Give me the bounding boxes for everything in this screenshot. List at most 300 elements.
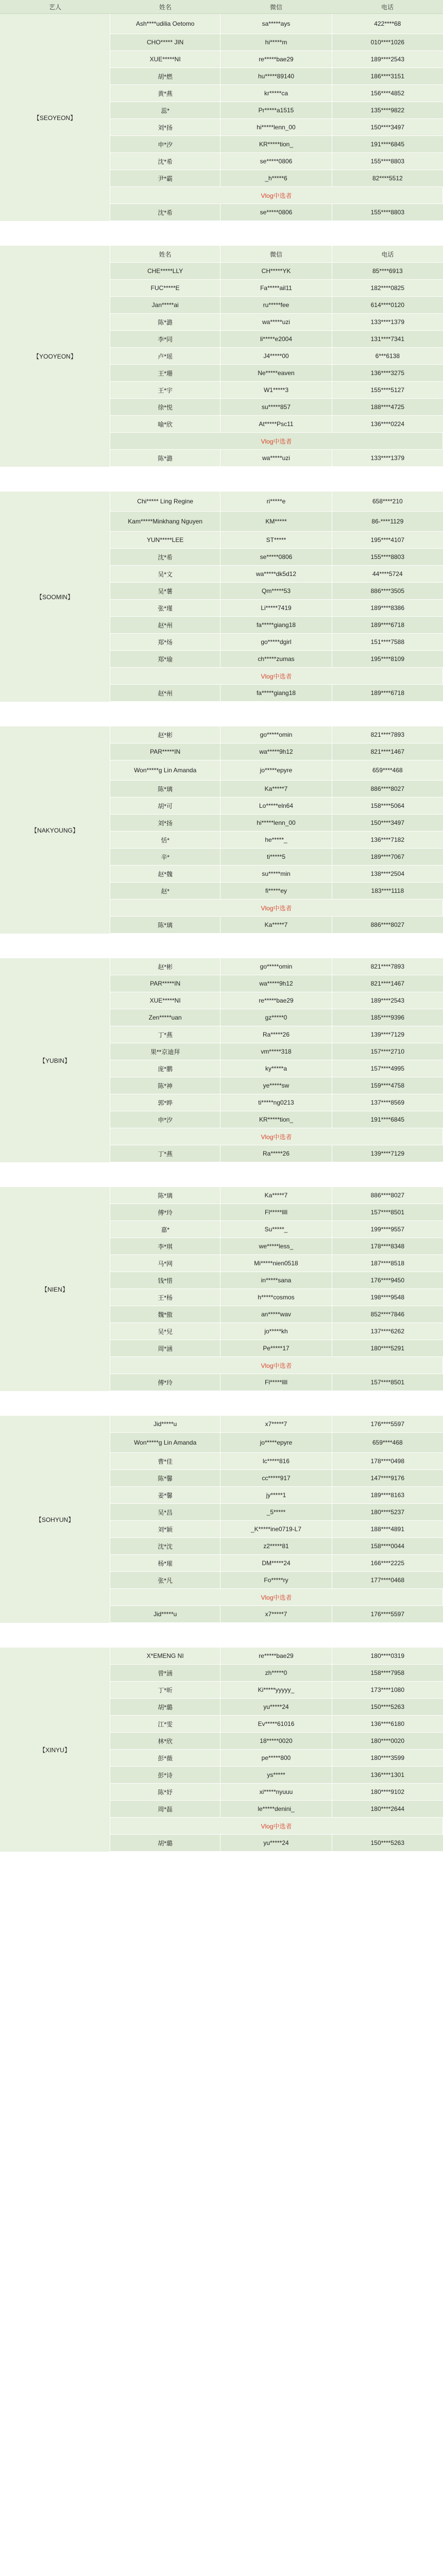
table-row [110,119,443,136]
section-gap [0,1162,443,1187]
phone-cell: 133****1379 [332,314,443,330]
name-cell: 沈*希 [110,153,220,170]
table-row [110,815,443,832]
name-cell: 王*杨 [110,1289,220,1306]
table-row [110,280,443,297]
name-cell: 陈*神 [110,1077,220,1094]
name-cell: 刘*扬 [110,815,220,831]
wechat-cell: jo*****epyre [220,760,332,780]
phone-cell: 199****9557 [332,1221,443,1238]
artist-group [0,1648,443,1852]
header-artist: 艺人 [48,3,61,11]
vlog-label: Vlog中选者 [110,668,443,684]
table-row [110,1187,443,1204]
phone-cell: 821****7893 [332,726,443,743]
table-row [110,1077,443,1094]
phone-cell: 155****8803 [332,549,443,565]
vlog-divider [110,1818,443,1835]
phone-cell: 178****0498 [332,1453,443,1469]
vlog-divider [110,668,443,685]
table-row [110,450,443,467]
wechat-cell: Ka*****7 [220,1187,332,1204]
vlog-divider [110,433,443,450]
table-row [110,136,443,153]
table-row [110,1555,443,1572]
section-gap [0,702,443,726]
phone-cell: 136****0224 [332,416,443,432]
name-cell: 黄*燕 [110,85,220,101]
name-cell: Chi***** Ling Regine [110,492,220,511]
table-row [110,832,443,849]
phone-cell: 136****1301 [332,1767,443,1783]
name-cell: 张*瑾 [110,600,220,616]
contact-rows [110,726,443,934]
wechat-cell: he*****_ [220,832,332,848]
wechat-cell: ky*****a [220,1060,332,1077]
phone-cell: 191****6845 [332,136,443,152]
wechat-cell: cc*****917 [220,1470,332,1486]
artist-name: 【YOOYEON】 [0,246,110,467]
wechat-cell: gz*****0 [220,1009,332,1026]
phone-cell: 659****468 [332,1433,443,1452]
table-row [110,866,443,883]
vlog-divider [110,1589,443,1606]
table-row [110,634,443,651]
name-cell: 魏*傲 [110,1306,220,1323]
wechat-cell: hi*****m [220,34,332,50]
table-row [110,549,443,566]
wechat-cell: ti*****5 [220,849,332,865]
wechat-cell: Ev*****61016 [220,1716,332,1732]
table-row [110,958,443,975]
wechat-cell: wa*****9h12 [220,975,332,992]
name-cell: 沈*希 [110,204,220,221]
phone-cell: 150****5263 [332,1835,443,1851]
contact-rows [110,1187,443,1391]
name-cell: 庞*鹏 [110,1060,220,1077]
phone-cell: 188****4891 [332,1521,443,1537]
header-wechat: 微信 [269,3,282,11]
table-row [110,532,443,549]
phone-cell: 86-****1129 [332,512,443,531]
header-name: 姓名 [159,3,172,11]
name-cell: 沈*沈 [110,1538,220,1554]
name-cell: 江*雯 [110,1716,220,1732]
wechat-cell: jo*****kh [220,1323,332,1340]
contact-rows [110,1416,443,1623]
wechat-cell: KR*****tion_ [220,1111,332,1128]
wechat-cell: Su*****_ [220,1221,332,1238]
name-cell: 沈*希 [110,549,220,565]
name-cell: 蕊* [110,102,220,118]
name-cell: 林*欣 [110,1733,220,1749]
phone-cell: 176****9450 [332,1272,443,1289]
phone-cell: 155****8803 [332,204,443,221]
wechat-cell: Ki*****yyyyy_ [220,1682,332,1698]
vlog-label: Vlog中选者 [110,900,443,916]
wechat-cell: fa*****giang18 [220,685,332,701]
wechat-cell: go*****dgirl [220,634,332,650]
phone-cell: 189****8163 [332,1487,443,1503]
phone-cell: 173****1080 [332,1682,443,1698]
table-row [110,85,443,102]
wechat-cell: kr*****ca [220,85,332,101]
artist-name: 【SOOMIN】 [0,492,110,702]
table-row [110,492,443,512]
table-row [110,246,443,263]
name-cell: XUE*****NI [110,51,220,67]
name-cell: 徐*悦 [110,399,220,415]
wechat-cell: _K*****ine0719-L7 [220,1521,332,1537]
artist-group [0,492,443,702]
wechat-cell: vm*****318 [220,1043,332,1060]
table-row [110,1433,443,1453]
wechat-cell: DM*****24 [220,1555,332,1571]
table-row [110,1306,443,1323]
table-row [110,798,443,815]
wechat-cell: se*****0806 [220,153,332,170]
wechat-cell: _h*****6 [220,170,332,187]
table-row [110,1416,443,1433]
wechat-cell: jo*****epyre [220,1433,332,1452]
name-cell: Kam*****Minkhang Nguyen [110,512,220,531]
table-row [110,1340,443,1357]
table-row [110,1289,443,1306]
name-cell: XUE*****NI [110,992,220,1009]
wechat-cell: 18*****0020 [220,1733,332,1749]
name-cell: 王*珊 [110,365,220,381]
wechat-cell: Ka*****7 [220,781,332,797]
wechat-cell: Fa*****ail11 [220,280,332,296]
wechat-cell: re*****bae29 [220,992,332,1009]
artist-group [0,246,443,467]
wechat-cell: le*****denini_ [220,1801,332,1817]
table-row [110,1648,443,1665]
contact-rows [110,14,443,221]
name-cell: CHE*****LLY [110,263,220,279]
phone-cell: 659****468 [332,760,443,780]
vlog-label: Vlog中选者 [110,433,443,449]
contact-rows [110,246,443,467]
wechat-cell: ch*****zumas [220,651,332,667]
phone-cell: 189****6718 [332,617,443,633]
table-row [110,297,443,314]
table-row [110,1204,443,1221]
phone-cell: 82****5512 [332,170,443,187]
phone-cell: 158****5064 [332,798,443,814]
wechat-cell: sa*****ays [220,14,332,33]
table-row [110,1504,443,1521]
name-cell: 傅*玲 [110,1204,220,1221]
name-cell: 赵*魏 [110,866,220,882]
phone-cell: 147****9176 [332,1470,443,1486]
wechat-cell: go*****omin [220,958,332,975]
phone-cell: 155****5127 [332,382,443,398]
phone-cell: 821****1467 [332,975,443,992]
table-row [110,348,443,365]
wechat-cell: ST***** [220,532,332,548]
wechat-cell: Fo*****ry [220,1572,332,1588]
table-row [110,600,443,617]
table-row [110,760,443,781]
table-row [110,1221,443,1238]
phone-cell: 133****1379 [332,450,443,466]
name-cell: 申*汐 [110,1111,220,1128]
phone-cell: 195****8109 [332,651,443,667]
phone-cell: 176****5597 [332,1606,443,1622]
name-cell: 张*凡 [110,1572,220,1588]
wechat-cell: hu*****89140 [220,68,332,84]
wechat-cell: in*****sana [220,1272,332,1289]
wechat-cell: Qm*****53 [220,583,332,599]
wechat-cell: Mi*****nien0518 [220,1255,332,1272]
wechat-cell: li*****e2004 [220,331,332,347]
wechat-cell: fi*****ey [220,883,332,899]
name-cell: 恬* [110,832,220,848]
name-cell: 陈*妤 [110,1784,220,1800]
name-cell: 赵*彬 [110,958,220,975]
name-cell: 胡*燃 [110,68,220,84]
artist-group [0,1416,443,1623]
wechat-cell: wa*****dk5d12 [220,566,332,582]
name-cell: 钱*惜 [110,1272,220,1289]
table-row [110,1323,443,1340]
phone-cell: 138****2504 [332,866,443,882]
name-cell: Won*****g Lin Amanda [110,760,220,780]
table-row [110,331,443,348]
phone-cell: 166****2225 [332,1555,443,1571]
wechat-cell: re*****bae29 [220,51,332,67]
table-row [110,1145,443,1162]
wechat-cell: zh*****0 [220,1665,332,1681]
table-row [110,1521,443,1538]
wechat-cell: Ka*****7 [220,917,332,933]
phone-cell: 886****8027 [332,917,443,933]
wechat-cell: se*****0806 [220,204,332,221]
phone-cell: 137****8569 [332,1094,443,1111]
name-cell: 尹*霸 [110,170,220,187]
table-row [110,992,443,1009]
vlog-divider [110,1128,443,1145]
table-row [110,263,443,280]
name-cell: Ash****udilia Oetomo [110,14,220,33]
table-row [110,1111,443,1128]
phone-cell: 191****6845 [332,1111,443,1128]
phone-cell: 150****3497 [332,815,443,831]
name-cell: PAR*****IN [110,743,220,760]
wechat-cell: yu*****24 [220,1835,332,1851]
name-cell: 吴*薯 [110,583,220,599]
name-cell: 吴*兒 [110,1323,220,1340]
table-row [110,1060,443,1077]
artist-group [0,958,443,1162]
wechat-cell: x7*****7 [220,1416,332,1432]
artist-name: 【SEOYEON】 [0,14,110,221]
wechat-cell: Li*****7419 [220,600,332,616]
section-gap [0,1623,443,1648]
vlog-label: Vlog中选者 [110,1357,443,1374]
wechat-cell: su*****min [220,866,332,882]
table-row [110,1538,443,1555]
vlog-divider [110,187,443,204]
phone-cell: 178****8348 [332,1238,443,1255]
name-cell: 傅*玲 [110,1374,220,1391]
table-row [110,382,443,399]
contact-rows [110,958,443,1162]
phone-cell: 180****5237 [332,1504,443,1520]
phone-cell: 44****5724 [332,566,443,582]
phone-cell: 151****7588 [332,634,443,650]
vlog-divider [110,900,443,917]
wechat-cell: yu*****24 [220,1699,332,1715]
phone-cell: 156****4852 [332,85,443,101]
phone-cell: 180****5291 [332,1340,443,1357]
name-cell: 吴*昌 [110,1504,220,1520]
wechat-cell: wa*****uzi [220,450,332,466]
table-row [110,1487,443,1504]
phone-cell: 136****6180 [332,1716,443,1732]
phone-cell: 157****8501 [332,1374,443,1391]
name-cell: YUN*****LEE [110,532,220,548]
name-cell: 胡*可 [110,798,220,814]
wechat-cell: ys***** [220,1767,332,1783]
wechat-cell: lc*****816 [220,1453,332,1469]
name-cell: 周*磊 [110,1801,220,1817]
artist-groups [0,14,443,1852]
table-row [110,1750,443,1767]
name-cell: 彭*薇 [110,1750,220,1766]
table-row [110,1733,443,1750]
table-row [110,1453,443,1470]
name-cell: 曾*涵 [110,1665,220,1681]
name-cell: Zen*****uan [110,1009,220,1026]
table-header [0,0,443,14]
name-cell: 陈*璃 [110,917,220,933]
wechat-cell: Ra*****26 [220,1145,332,1162]
table-row [110,781,443,798]
table-row [110,170,443,187]
name-cell: 姜*馨 [110,1487,220,1503]
vlog-divider [110,1357,443,1374]
phone-cell: 180****9102 [332,1784,443,1800]
wechat-cell: x7*****7 [220,1606,332,1622]
vlog-label: Vlog中选者 [110,1818,443,1834]
table-row [110,102,443,119]
phone-cell: 189****2543 [332,992,443,1009]
phone-cell: 150****5263 [332,1699,443,1715]
contact-rows [110,492,443,702]
name-cell: 陈*潞 [110,314,220,330]
phone-cell: 186****3151 [332,68,443,84]
name-cell: 陈*潞 [110,450,220,466]
phone-cell: 180****3599 [332,1750,443,1766]
phone-cell: 182****0825 [332,280,443,296]
section-gap [0,934,443,958]
phone-cell: 189****7067 [332,849,443,865]
wechat-cell: go*****omin [220,726,332,743]
phone-cell: 159****4758 [332,1077,443,1094]
name-cell: Jan*****ai [110,297,220,313]
phone-cell: 189****8386 [332,600,443,616]
phone-cell: 136****3275 [332,365,443,381]
name-cell: 丁*燕 [110,1145,220,1162]
wechat-cell: re*****bae29 [220,1648,332,1664]
table-row [110,566,443,583]
name-cell: 彭*诗 [110,1767,220,1783]
name-cell: Won*****g Lin Amanda [110,1433,220,1452]
section-gap [0,221,443,246]
wechat-cell: wa*****uzi [220,314,332,330]
table-row [110,365,443,382]
artist-group [0,726,443,934]
table-row [110,617,443,634]
wechat-cell: _5***** [220,1504,332,1520]
phone-cell: 176****5597 [332,1416,443,1432]
phone-cell: 137****6262 [332,1323,443,1340]
table-row [110,1784,443,1801]
header-phone: 电话 [381,3,394,11]
phone-cell: 886****3505 [332,583,443,599]
name-cell: 周*涵 [110,1340,220,1357]
section-gap [0,467,443,492]
name-cell: 李*琪 [110,1238,220,1255]
name-cell: 赵* [110,883,220,899]
phone-cell: 158****7958 [332,1665,443,1681]
name-cell: CHO***** JIN [110,34,220,50]
name-cell: 王*宇 [110,382,220,398]
artist-group [0,14,443,221]
phone-cell: 85****6913 [332,263,443,279]
wechat-cell: ti*****ng0213 [220,1094,332,1111]
phone-cell: 139****7129 [332,1026,443,1043]
artist-name: 【NIEN】 [0,1187,110,1391]
vlog-label: Vlog中选者 [110,1589,443,1605]
table-row [110,726,443,743]
name-cell: 赵*州 [110,685,220,701]
table-row [110,416,443,433]
wechat-cell: Ne*****eaven [220,365,332,381]
phone-cell: 158****0044 [332,1538,443,1554]
artist-name: 【NAKYOUNG】 [0,726,110,934]
phone-cell: 157****2710 [332,1043,443,1060]
phone-cell: 177****0468 [332,1572,443,1588]
table-row [110,1606,443,1623]
name-cell: 果**京迪拜 [110,1043,220,1060]
phone-cell: 157****4995 [332,1060,443,1077]
name-cell: PAR*****IN [110,975,220,992]
table-row [110,1238,443,1255]
name-cell: 曹*佳 [110,1453,220,1469]
table-row [110,1009,443,1026]
table-row [110,314,443,331]
table-row [110,1767,443,1784]
artist-name: 【SOHYUN】 [0,1416,110,1623]
name-cell: 郭*晔 [110,1094,220,1111]
wechat-cell: jy*****1 [220,1487,332,1503]
table-row [110,1272,443,1289]
table-row [110,1043,443,1060]
wechat-cell: CH*****YK [220,263,332,279]
wechat-cell: Fl*****llll [220,1204,332,1221]
name-cell: 辛* [110,849,220,865]
table-row [110,1699,443,1716]
table-row [110,1716,443,1733]
table-row [110,1572,443,1589]
table-row [110,1682,443,1699]
table-row [110,743,443,760]
wechat-cell: Ra*****26 [220,1026,332,1043]
phone-cell: 198****9548 [332,1289,443,1306]
